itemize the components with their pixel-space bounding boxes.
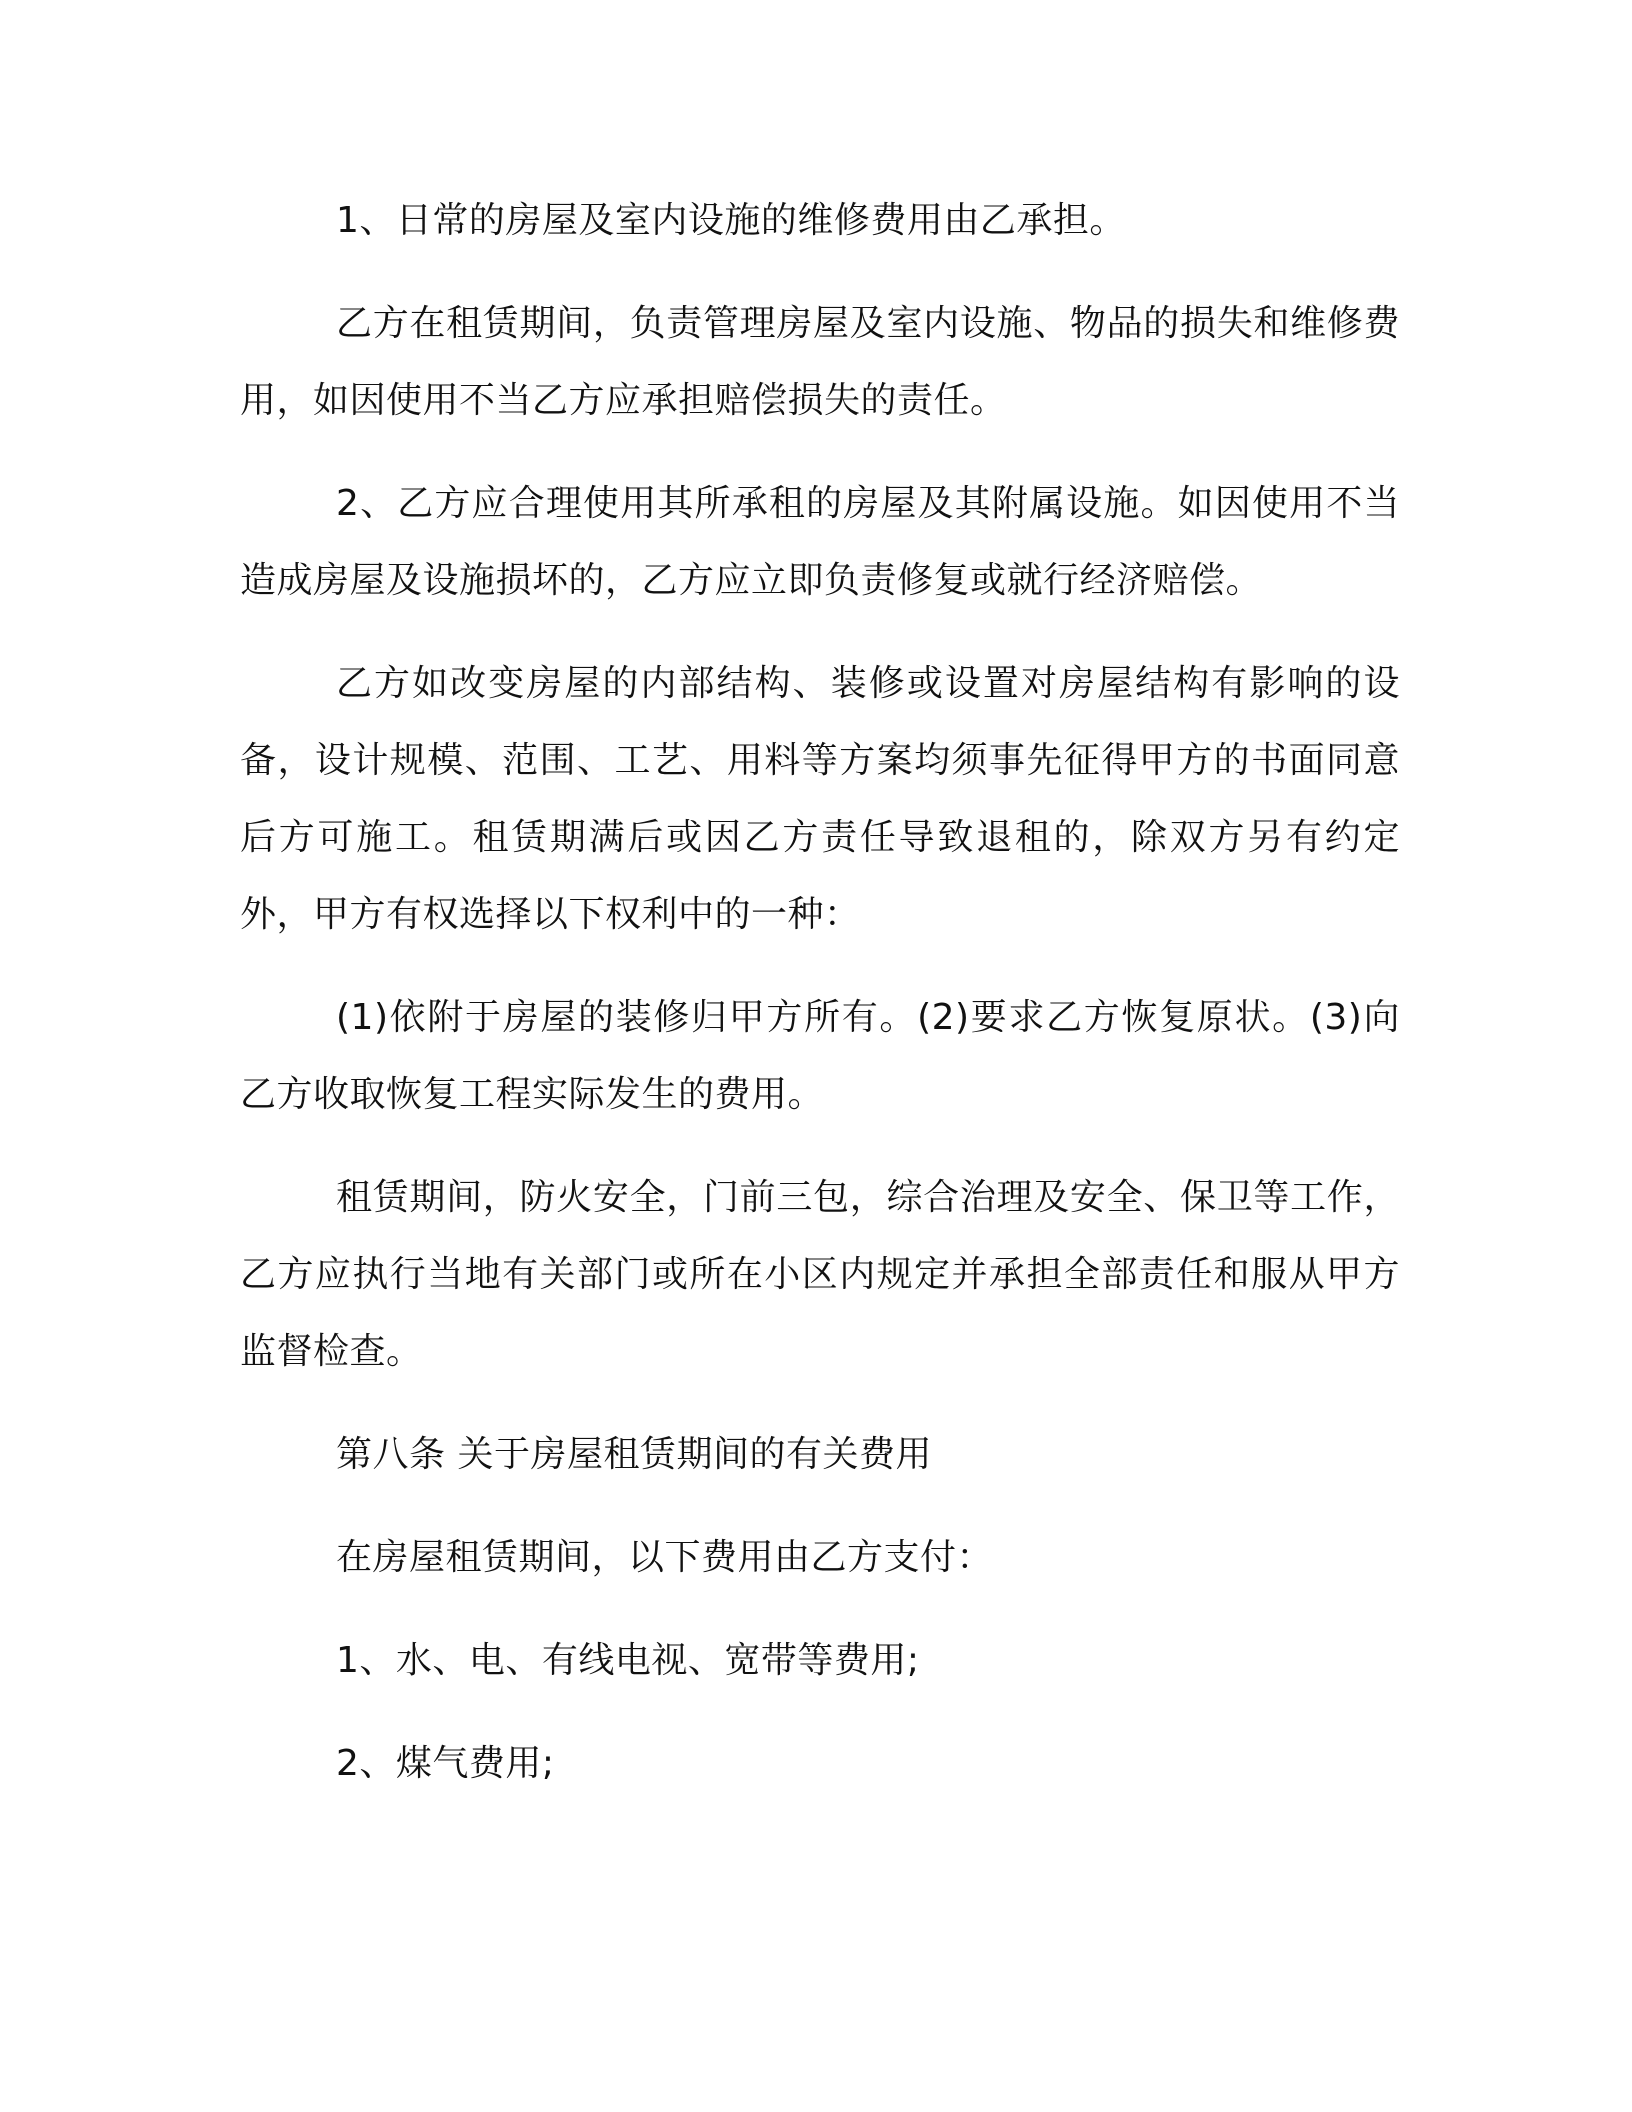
paragraph-proper-use: 2、乙方应合理使用其所承租的房屋及其附属设施。如因使用不当造成房屋及设施损坏的，乙方应立即负责修复或就行经济赔偿。 [240, 483, 1400, 601]
paragraph-tenant-management: 乙方在租赁期间，负责管理房屋及室内设施、物品的损失和维修费用，如因使用不当乙方应承担赔偿损失的责任。 [240, 303, 1400, 421]
list-item-utilities: 1、水、电、有线电视、宽带等费用; [336, 1640, 920, 1681]
paragraph-fees-intro: 在房屋租赁期间，以下费用由乙方支付： [336, 1537, 994, 1578]
list-item-gas: 2、煤气费用; [336, 1743, 555, 1784]
paragraph-safety-duties: 租赁期间，防火安全，门前三包，综合治理及安全、保卫等工作，乙方应执行当地有关部门或所在小区内规定并承担全部责任和服从甲方监督检查。 [240, 1177, 1400, 1372]
paragraph-structure-changes: 乙方如改变房屋的内部结构、装修或设置对房屋结构有影响的设备，设计规模、范围、工艺、用料等方案均须事先征得甲方的书面同意后方可施工。租赁期满后或因乙方责任导致退租的，除双方另有约定外，甲方有权选择以下权利中的一种： [240, 663, 1400, 935]
paragraph-maintenance-cost: 1、日常的房屋及室内设施的维修费用由乙承担。 [336, 200, 1126, 241]
section-heading-article-8: 第八条 关于房屋租赁期间的有关费用 [336, 1434, 932, 1475]
document-body [240, 182, 1400, 1828]
paragraph-landlord-options: (1)依附于房屋的装修归甲方所有。(2)要求乙方恢复原状。(3)向乙方收取恢复工程实际发生的费用。 [240, 997, 1400, 1115]
